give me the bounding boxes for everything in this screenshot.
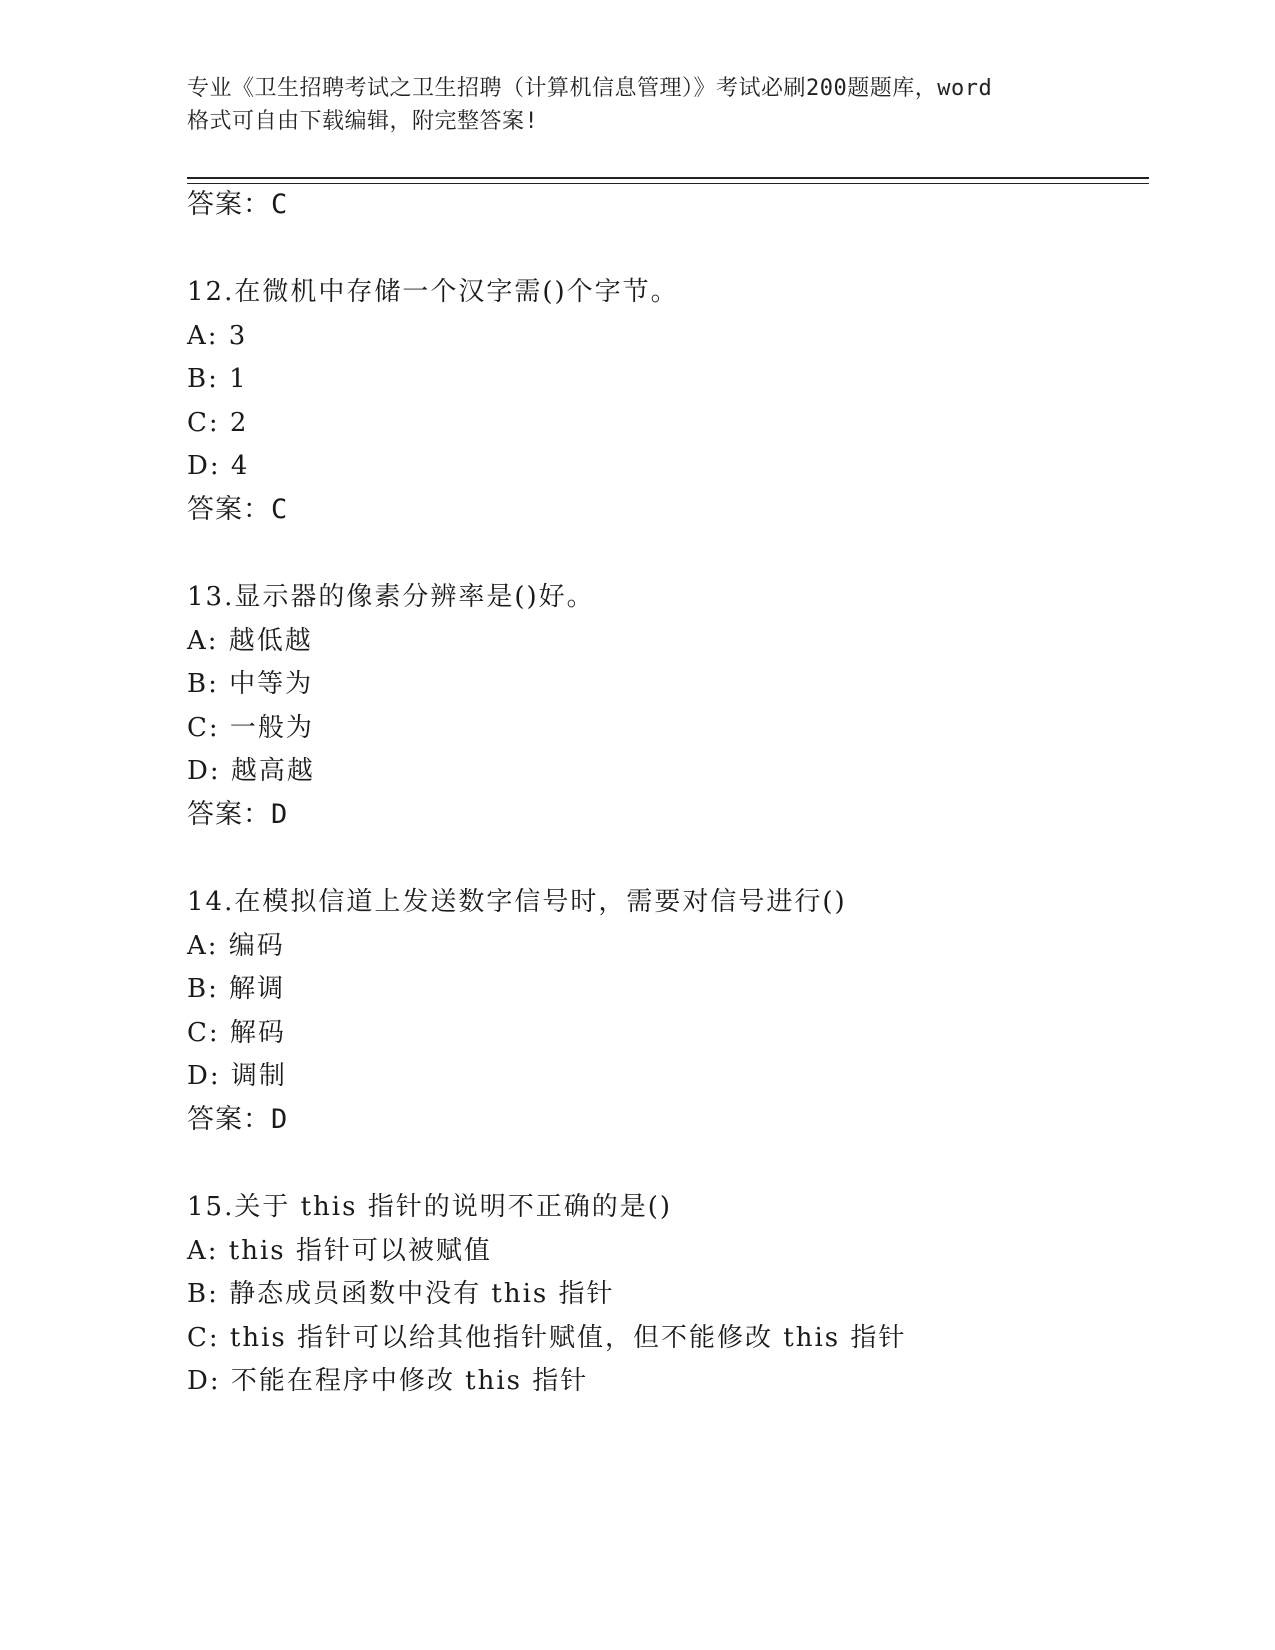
option-b: B: 1 — [187, 364, 248, 394]
option-a: A: 越低越 — [187, 626, 313, 656]
answer-12: 答案：C — [187, 494, 289, 525]
question-stem-15: 15.关于 this 指针的说明不正确的是() — [187, 1192, 673, 1222]
option-c: C: this 指针可以给其他指针赋值，但不能修改 this 指针 — [187, 1323, 907, 1353]
header-line-1: 专业《卫生招聘考试之卫生招聘（计算机信息管理）》考试必刷200题题库，word — [187, 76, 993, 101]
question-stem-14: 14.在模拟信道上发送数字信号时，需要对信号进行() — [187, 887, 847, 917]
header-line-2: 格式可自由下载编辑，附完整答案! — [187, 109, 539, 134]
document-header — [187, 72, 1087, 138]
option-c: C: 2 — [187, 408, 249, 438]
option-a: A: 3 — [187, 321, 248, 351]
question-stem-13: 13.显示器的像素分辨率是()好。 — [187, 582, 595, 612]
answer-13: 答案：D — [187, 799, 289, 830]
option-b: B: 解调 — [187, 974, 286, 1004]
option-b: B: 中等为 — [187, 669, 314, 699]
option-d: D: 越高越 — [187, 756, 315, 786]
option-c: C: 解码 — [187, 1018, 286, 1048]
option-b: B: 静态成员函数中没有 this 指针 — [187, 1279, 615, 1309]
option-d: D: 不能在程序中修改 this 指针 — [187, 1366, 589, 1396]
previous-answer: 答案：C — [187, 189, 289, 220]
question-stem-12: 12.在微机中存储一个汉字需()个字节。 — [187, 277, 679, 307]
option-a: A: this 指针可以被赋值 — [187, 1236, 492, 1266]
option-c: C: 一般为 — [187, 713, 314, 743]
option-d: D: 4 — [187, 451, 250, 481]
answer-14: 答案：D — [187, 1104, 289, 1135]
header-divider-thick — [187, 177, 1149, 179]
header-divider-thin — [187, 183, 1149, 184]
option-a: A: 编码 — [187, 931, 285, 961]
option-d: D: 调制 — [187, 1061, 287, 1091]
